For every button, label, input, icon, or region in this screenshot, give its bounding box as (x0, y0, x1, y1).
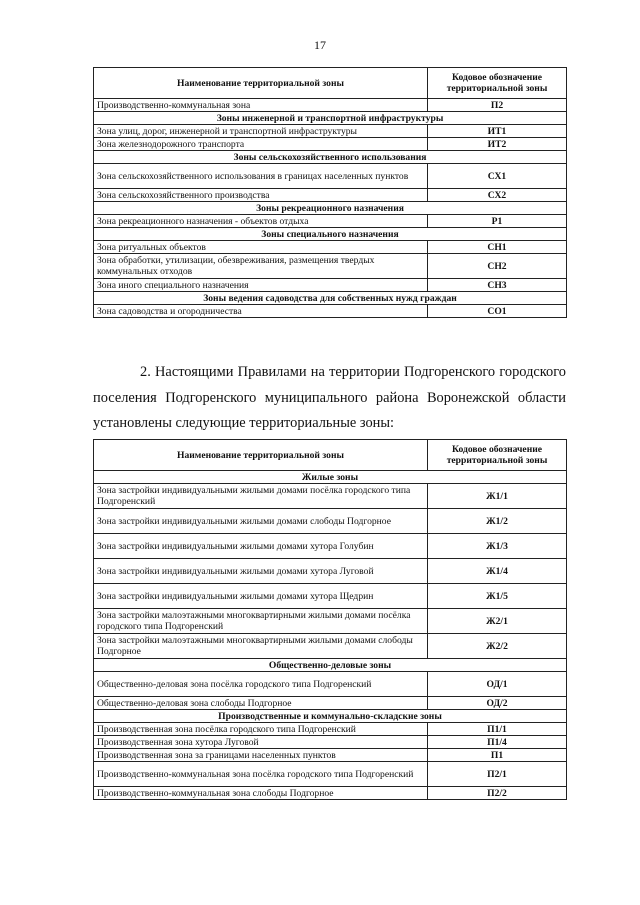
table-row (94, 484, 567, 509)
zone-code-cell: П1/1 (428, 723, 567, 736)
zone-code-cell: СХ2 (428, 189, 567, 202)
table-row (94, 241, 567, 254)
table-row (94, 509, 567, 534)
zone-code-cell: П2/1 (428, 762, 567, 787)
section-header-row (94, 112, 567, 125)
table-row (94, 254, 567, 279)
table-row (94, 534, 567, 559)
zone-code-cell: ОД/1 (428, 672, 567, 697)
section-title: Зоны сельскохозяйственного использования (94, 151, 567, 164)
zone-code-cell: П2 (428, 99, 567, 112)
zone-code-cell: Ж2/1 (428, 609, 567, 634)
table-row (94, 634, 567, 659)
zone-code-cell: Ж1/1 (428, 484, 567, 509)
zone-name-cell: Производственная зона за границами населенных пунктов (94, 749, 428, 762)
zones-table-2 (93, 439, 567, 800)
zone-name-cell: Зона застройки малоэтажными многоквартирными жилыми домами посёлка городского типа Подгоренский (94, 609, 428, 634)
zone-code-cell: Ж1/3 (428, 534, 567, 559)
zone-code-cell: Ж1/2 (428, 509, 567, 534)
zone-name-cell: Зона застройки индивидуальными жилыми домами посёлка городского типа Подгоренский (94, 484, 428, 509)
zone-name-cell: Зона застройки индивидуальными жилыми домами хутора Голубин (94, 534, 428, 559)
zone-name-cell: Зона сельскохозяйственного производства (94, 189, 428, 202)
zone-code-cell: П1/4 (428, 736, 567, 749)
table-row (94, 762, 567, 787)
table-row (94, 215, 567, 228)
table-row (94, 279, 567, 292)
table-row (94, 736, 567, 749)
section-header-row (94, 710, 567, 723)
zone-name-cell: Производственная зона посёлка городского типа Подгоренский (94, 723, 428, 736)
zone-name-cell: Общественно-деловая зона слободы Подгорное (94, 697, 428, 710)
zone-code-cell: П1 (428, 749, 567, 762)
section-header-row (94, 471, 567, 484)
zone-name-cell: Производственная зона хутора Луговой (94, 736, 428, 749)
table-row (94, 609, 567, 634)
table-row (94, 787, 567, 800)
zone-code-cell: ИТ2 (428, 138, 567, 151)
zone-code-cell: СН3 (428, 279, 567, 292)
header-code: Кодовое обозначение территориальной зоны (428, 68, 567, 99)
table-row (94, 584, 567, 609)
zone-code-cell: Ж1/4 (428, 559, 567, 584)
zones-table-2-body (94, 471, 567, 800)
table-row (94, 697, 567, 710)
header-name: Наименование территориальной зоны (94, 68, 428, 99)
table-row (94, 138, 567, 151)
zone-code-cell: СН2 (428, 254, 567, 279)
table-row (94, 164, 567, 189)
zone-code-cell: Ж2/2 (428, 634, 567, 659)
zone-name-cell: Зона ритуальных объектов (94, 241, 428, 254)
zone-name-cell: Производственно-коммунальная зона (94, 99, 428, 112)
section-header-row (94, 659, 567, 672)
table-row (94, 189, 567, 202)
zone-name-cell: Зона сельскохозяйственного использования в границах населенных пунктов (94, 164, 428, 189)
section-header-row (94, 202, 567, 215)
zone-code-cell: ИТ1 (428, 125, 567, 138)
zone-name-cell: Зона улиц, дорог, инженерной и транспортной инфраструктуры (94, 125, 428, 138)
section-title: Производственные и коммунально-складские зоны (94, 710, 567, 723)
zones-table-1 (93, 67, 567, 318)
zones-table-1-body (94, 99, 567, 318)
zone-name-cell: Зона обработки, утилизации, обезвреживания, размещения твердых коммунальных отходов (94, 254, 428, 279)
table-row (94, 723, 567, 736)
page-number: 17 (314, 38, 326, 52)
zone-name-cell: Зона застройки индивидуальными жилыми домами хутора Щедрин (94, 584, 428, 609)
section-title: Жилые зоны (94, 471, 567, 484)
zone-name-cell: Производственно-коммунальная зона слободы Подгорное (94, 787, 428, 800)
zone-name-cell: Зона застройки малоэтажными многоквартирными жилыми домами слободы Подгорное (94, 634, 428, 659)
section-title: Зоны специального назначения (94, 228, 567, 241)
header-name: Наименование территориальной зоны (94, 440, 428, 471)
table-row (94, 559, 567, 584)
section-title: Зоны ведения садоводства для собственных нужд граждан (94, 292, 567, 305)
zone-name-cell: Зона садоводства и огородничества (94, 305, 428, 318)
table-row (94, 125, 567, 138)
section-title: Зоны инженерной и транспортной инфраструктуры (94, 112, 567, 125)
zone-code-cell: СХ1 (428, 164, 567, 189)
section-header-row (94, 151, 567, 164)
header-code: Кодовое обозначение территориальной зоны (428, 440, 567, 471)
zone-name-cell: Зона железнодорожного транспорта (94, 138, 428, 151)
section-header-row (94, 228, 567, 241)
table-row (94, 305, 567, 318)
zone-name-cell: Зона застройки индивидуальными жилыми домами слободы Подгорное (94, 509, 428, 534)
zone-code-cell: Р1 (428, 215, 567, 228)
zone-code-cell: ОД/2 (428, 697, 567, 710)
table-row (94, 672, 567, 697)
zone-name-cell: Общественно-деловая зона посёлка городского типа Подгоренский (94, 672, 428, 697)
zone-name-cell: Зона застройки индивидуальными жилыми домами хутора Луговой (94, 559, 428, 584)
paragraph-2: 2. Настоящими Правилами на территории Подгоренского городского поселения Подгоренского муниципального района Воронежской области установлены следующие территориальные зоны: (93, 364, 566, 431)
zone-code-cell: Ж1/5 (428, 584, 567, 609)
section-header-row (94, 292, 567, 305)
section-title: Зоны рекреационного назначения (94, 202, 567, 215)
zone-code-cell: СН1 (428, 241, 567, 254)
zone-name-cell: Производственно-коммунальная зона посёлка городского типа Подгоренский (94, 762, 428, 787)
section-title: Общественно-деловые зоны (94, 659, 567, 672)
table-row (94, 749, 567, 762)
zone-name-cell: Зона рекреационного назначения - объектов отдыха (94, 215, 428, 228)
table-row (94, 99, 567, 112)
zone-code-cell: СО1 (428, 305, 567, 318)
zone-name-cell: Зона иного специального назначения (94, 279, 428, 292)
zone-code-cell: П2/2 (428, 787, 567, 800)
